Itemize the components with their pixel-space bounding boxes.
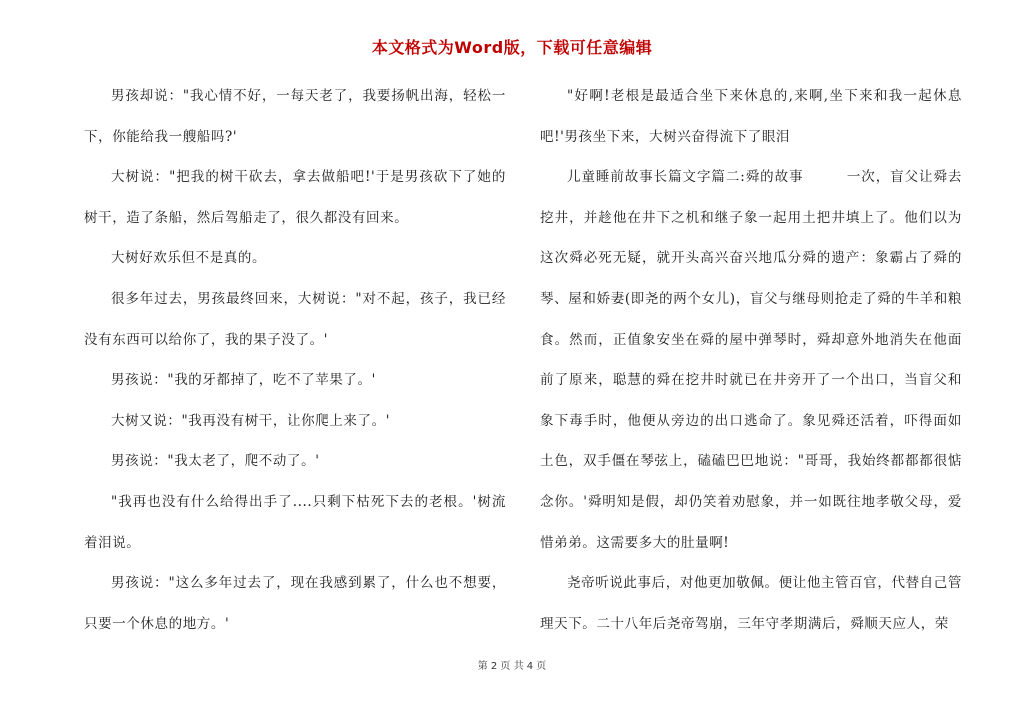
paragraph: 大树又说："我再没有树干，让你爬上来了。' (111, 412, 391, 429)
page-number: 第 2 页 共 4 页 (477, 661, 547, 672)
paragraph: 儿童睡前故事长篇文字篇二:舜的故事 一次，盲父让舜去挖井，并趁他在井下之机和继子象一起用土把井填上了。他们以为这次舜必死无疑，就开头高兴奋兴地瓜分舜的遗产：象霸占了舜的琴、屋和娇妻(即尧的两个女儿)，盲父与继母则抢走了舜的牛羊和粮食。然而，正值象安坐在舜的屋中弹琴时，舜却意外地消失在他面前了原来，聪慧的舜在挖井时就已在井旁开了一个出口，当盲父和象下毒手时，他便从旁边的出口逃命了。象见舜还活着，吓得面如土色，双手僵在琴弦上，磕磕巴巴地说："哥哥，我始终都都都很惦念你。'舜明知是假，却仍笑着劝慰象，并一如既往地孝敬父母，爱惜弟弟。这需要多大的肚量啊! (540, 169, 962, 551)
paragraph: 男孩说："我的牙都掉了，吃不了苹果了。' (111, 372, 376, 389)
paragraph: 男孩说："这么多年过去了，现在我感到累了，什么也不想要，只要一个休息的地方。' (84, 575, 506, 632)
right-column (540, 76, 962, 644)
paragraph: 尧帝听说此事后，对他更加敬佩。便让他主管百官，代替自己管理天下。二十八年后尧帝驾崩，三年守孝期满后，舜顺天应人，荣 (540, 575, 962, 632)
paragraph: "我再也没有什么给得出手了....只剩下枯死下去的老根。'树流着泪说。 (84, 493, 506, 551)
paragraph: 男孩说："我太老了，爬不动了。' (111, 453, 320, 470)
paragraph: "好啊!老根是最适合坐下来休息的,来啊,坐下来和我一起休息吧!'男孩坐下来，大树兴奋得流下了眼泪 (540, 88, 962, 145)
paragraph: 男孩却说："我心情不好，一每天老了，我要扬帆出海，轻松一下，你能给我一艘船吗?' (84, 88, 506, 145)
paragraph: 很多年过去，男孩最终回来，大树说："对不起，孩子，我已经没有东西可以给你了，我的果子没了。' (84, 290, 506, 348)
document-banner: 本文格式为Word版，下载可任意编辑 (371, 38, 653, 57)
paragraph: 大树说："把我的树干砍去，拿去做船吧!'于是男孩砍下了她的树干，造了条船，然后驾船走了，很久都没有回来。 (84, 169, 506, 226)
left-column (84, 76, 506, 644)
paragraph: 大树好欢乐但不是真的。 (111, 250, 267, 267)
